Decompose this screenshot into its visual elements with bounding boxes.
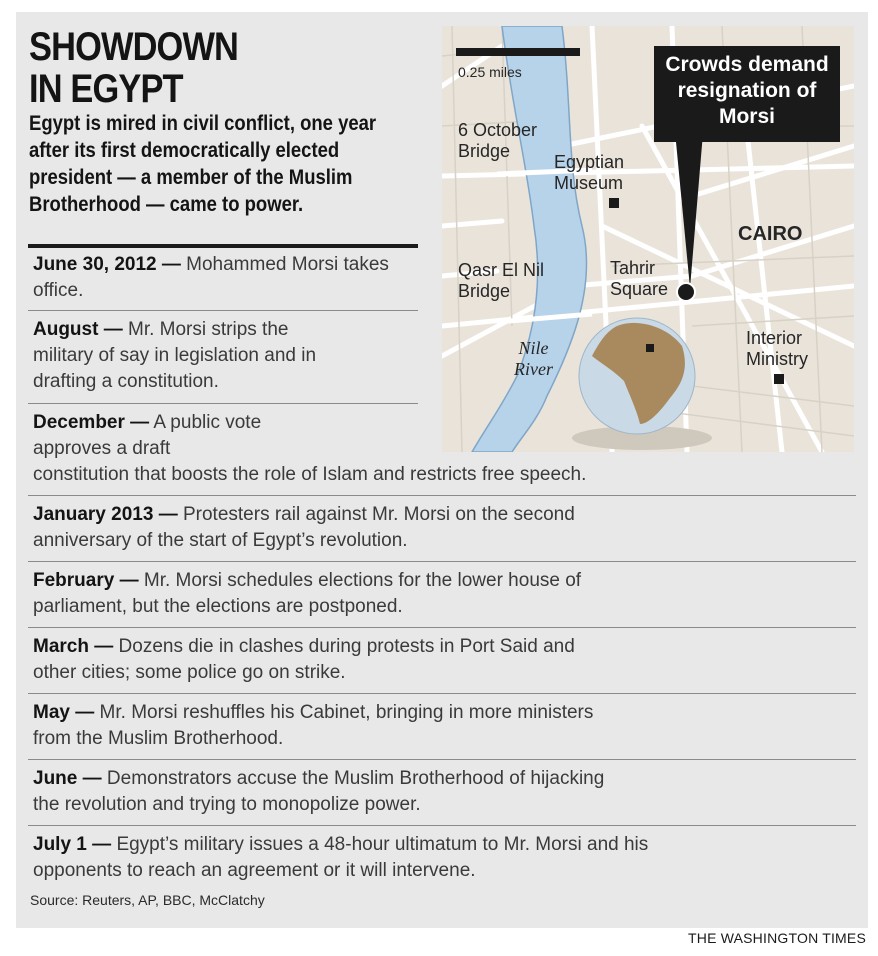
cairo-map [442,26,854,452]
entry-date: June — [33,768,102,789]
entry-date: August — [33,319,123,340]
source-line: Source: Reuters, AP, BBC, McClatchy [30,892,265,908]
entry-text-continued: constitution that boosts the role of Islam and restricts free speech. [33,464,587,485]
entry-date: May — [33,702,95,723]
entry-text: Protesters rail against Mr. Morsi on the second anniversary of the start of Egypt’s revolution. [33,504,575,551]
entry-date: January 2013 — [33,504,178,525]
scale-bar [456,48,580,56]
timeline-entry [28,562,856,628]
map-label-tahrir-square: Tahrir Square [610,258,669,299]
entry-text: Mr. Morsi schedules elections for the lower house of parliament, but the elections are postponed. [33,570,582,617]
timeline-entry [28,311,418,404]
map-callout: Crowds demand resignation of Morsi [654,46,840,142]
timeline-entry [28,496,856,562]
map-label-nile-river: Nile River [514,338,553,379]
map-label-cairo: CAIRO [738,223,803,245]
globe-icon [572,318,712,450]
entry-text: Demonstrators accuse the Muslim Brotherhood of hijacking the revolution and trying to monopolize power. [33,768,605,815]
publisher-credit: THE WASHINGTON TIMES [688,930,866,946]
entry-date: March — [33,636,114,657]
entry-date: February — [33,570,139,591]
museum-marker [609,198,619,208]
timeline-entry [28,248,418,311]
entry-text: Mr. Morsi reshuffles his Cabinet, bringing in more ministers from the Muslim Brotherhood. [33,702,594,749]
entry-text: Mr. Morsi strips the military of say in legislation and in drafting a constitution. [33,319,317,392]
timeline-entry [28,826,856,890]
entry-date: June 30, 2012 — [33,254,181,275]
entry-text: Egypt’s military issues a 48-hour ultimatum to Mr. Morsi and his opponents to reach an agreement or it will intervene. [33,834,649,881]
entry-text: Dozens die in clashes during protests in Port Said and other cities; some police go on strike. [33,636,575,683]
entry-text: A public vote approves a draft [33,412,262,459]
entry-text: Mohammed Morsi takes office. [33,254,389,301]
map-label-6-october-bridge: 6 October Bridge [458,120,538,161]
interior-ministry-marker [774,374,784,384]
entry-lead [33,410,273,462]
timeline-entry [28,694,856,760]
entry-date: July 1 — [33,834,112,855]
map-label-interior-ministry: Interior Ministry [746,328,808,369]
timeline-entry [28,760,856,826]
timeline-entry [28,628,856,694]
nile-river [472,26,587,452]
map-label-qasr-el-nil-bridge: Qasr El Nil Bridge [458,260,545,301]
entry-date: December — [33,412,150,433]
map-label-egyptian-museum: Egyptian Museum [554,152,625,193]
dek: Egypt is mired in civil conflict, one year after its first democratically elected president — a member of the Muslim Brotherhood — came to power. [29,112,377,216]
scale-label: 0.25 miles [458,64,522,80]
headline: SHOWDOWN IN EGYPT [29,25,239,111]
